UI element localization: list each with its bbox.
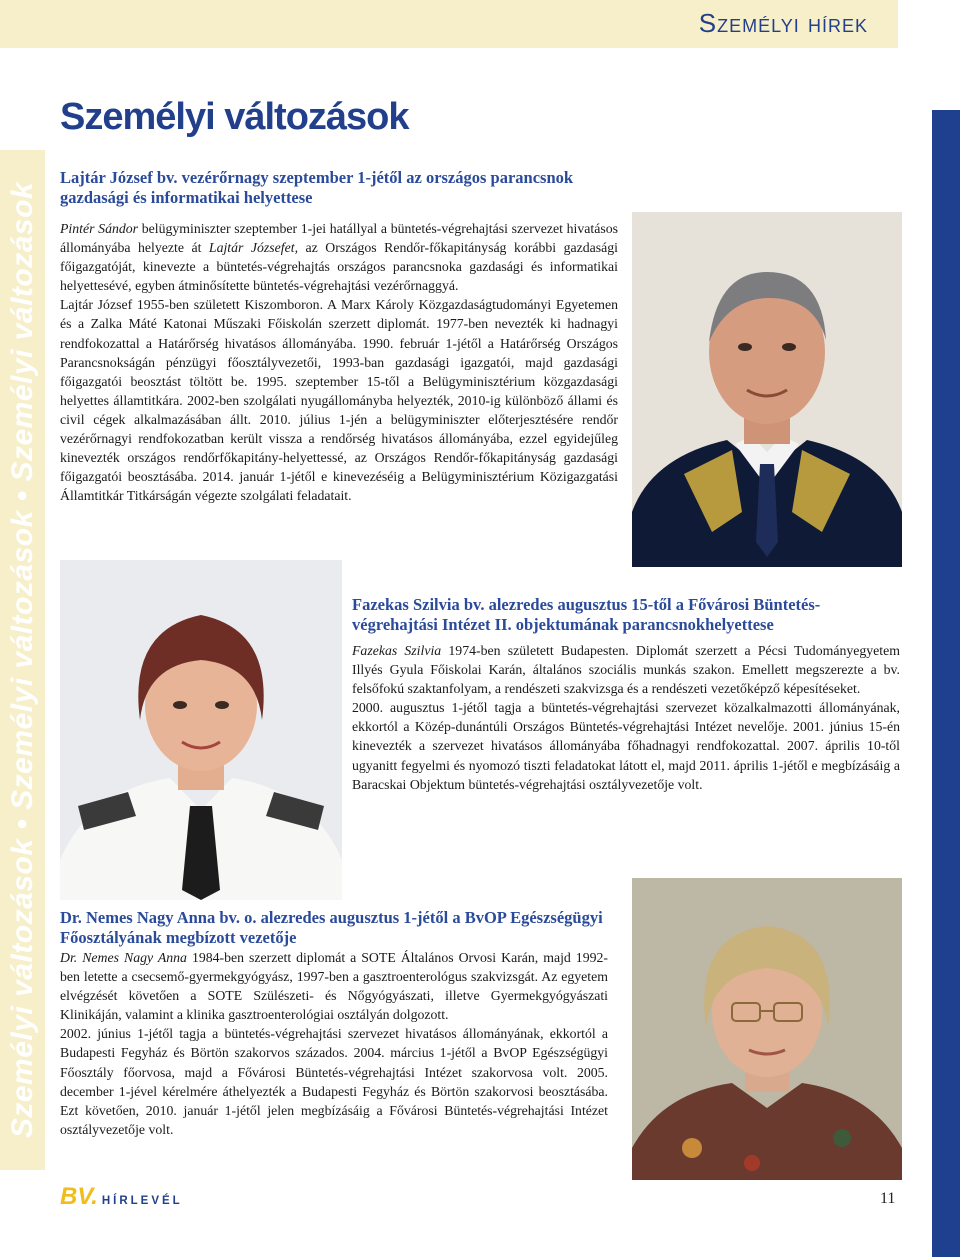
portrait-photo-1	[632, 212, 902, 567]
right-color-strip	[932, 110, 960, 1257]
footer-brand: HÍRLEVÉL	[101, 1195, 183, 1207]
portrait-photo-2	[60, 560, 342, 900]
article-1-lead	[60, 219, 618, 295]
article-2-body	[352, 641, 900, 794]
header-band	[0, 0, 898, 48]
article-1-bio: Lajtár József 1955-ben született Kiszomboron. A Marx Károly Közgazdaságtudományi Egyetemen és a Zalka Máté Katonai Műszaki Főiskolán szerzett diplomát. 1977-ben nevezték ki hadnagyi rendfokozattal a Határőrség hivatásos állományába. 1990. február 1-jétől a Határőrség Országos Parancsnokságán pénzügyi főosztályvezetői, 1993-ban gazdasági igazgatói, majd gazdasági főigazgatói beosztást töltött be. 1995. szeptember 15-től a Belügyminisztérium közgazdasági helyettes államtitkára. 2002-ben szolgálati nyugállományba helyezték, 2010-ig különböző állami és civil cégek alkalmazásában állt. 2010. július 1-jén a belügyminiszter előterjesztésére rendőr vezérőrnagyi rendfokozatban került vissza a rendőrség hivatásos állományába, ezzel egyidejűleg kinevezték országos rendőrfőkapitány-helyettessé, az Országos Rendőr-főkapitányság gazdasági főigazgatói beosztásába. 2014. január 1-jétől e kinevezéséig a Belügyminisztérium Közigazgatási Államtitkár Titkárságán végezte szolgálati feladatait.	[60, 297, 618, 504]
article-1-lead-name-2: Lajtár Józsefet,	[208, 240, 299, 256]
page-title: Személyi változások	[60, 96, 409, 138]
portrait-man-icon	[632, 212, 902, 567]
article-3-bio: 2002. június 1-jétől tagja a büntetés-végrehajtási szervezet hivatásos állományának, ekkortól a Budapesti Fegyház és Börtön szakorvos százados. 2004. március 1-jétől a BvOP Egészségügyi Főosztály főorvosa, majd a Fővárosi Büntetés-végrehajtási Intézet szakorvosa volt. 2005. december 1-jével kérelmére áthelyezték a Budapesti Fegyház és Börtön szakorvosi beosztásába. Ezt követően, 2010. január 1-jétől jelen megbízásáig a Fővárosi Büntetés-végrehajtási Intézet osztályvezetője volt.	[60, 1026, 608, 1137]
article-3-body	[60, 948, 608, 1139]
article-1-heading: Lajtár József bv. vezérőrnagy szeptember 1-jétől az országos parancsnok gazdasági és informatikai helyettese	[60, 168, 574, 207]
section-label: Személyi hírek	[698, 8, 868, 38]
portrait-photo-3	[632, 878, 902, 1180]
article-2-lead	[352, 641, 900, 698]
article-1-lead-text: belügyminiszter szeptember 1-jei hatállyal a büntetés-végrehajtási szervezet hivatásos állományába helyezte át	[60, 221, 618, 256]
article-3-lead-text: 1984-ben szerzett diplomát a SOTE Általános Orvosi Karán, majd 1992-ben letette a csecsemő-gyermekgyógyász, 1997-ben a gasztroenterológus szakvizsgát. Az egyetem elvégzését követően a SOTE Szülészeti- és Nőgyógyászati, illetve Gyermekgyógyászati Klinikáján, valamint a klinika gasztroenterológiai osztályán dolgozott.	[60, 950, 608, 1023]
left-vertical-band	[0, 150, 45, 1170]
portrait-woman-uniform-icon	[60, 560, 342, 900]
footer-logo	[60, 1183, 183, 1211]
article-1-body	[60, 219, 618, 505]
article-2-lead-text: 1974-ben született Budapesten. Diplomát szerzett a Pécsi Tudományegyetem Illyés Gyula Főiskolai Karán, általános szociális munkás szakon. Emellett megszerezte a bv. felsőfokú szaktanfolyam, a rendészeti szakvizsga és a rendészeti vezetőképző képesítéseket.	[352, 643, 900, 697]
article-3-heading: Dr. Nemes Nagy Anna bv. o. alezredes augusztus 1-jétől a BvOP Egészségügyi Főosztályának megbízott vezetője	[60, 908, 603, 947]
page-number: 11	[880, 1190, 896, 1207]
article-3-lead	[60, 948, 608, 1024]
article-1-lead-text-2: az Országos Rendőr-főkapitányság korábbi gazdasági főigazgatóját, kinevezte a büntetés-végrehajtás országos parancsnoka gazdasági és informatikai helyettesévé, egyben átminősítette büntetés-végrehajtási vezérőrnaggyá.	[60, 240, 618, 294]
article-3-lead-name: Dr. Nemes Nagy Anna	[60, 950, 187, 965]
footer-logo-mark: BV.	[60, 1183, 98, 1210]
article-2-bio: 2000. augusztus 1-jétől tagja a büntetés-végrehajtási szervezet közalkalmazotti állományának, ekkortól a Közép-dunántúli Országos Büntetés-végrehajtási Intézet nevelője. 2001. június 15-én kinevezték a szervezet hivatásos állományába főhadnagyi rendfokozattal. 2007. április 10-től ugyanitt fegyelmi és nyomozó tiszti feladatokat látott el, majd 2011. április 1-jétől e megbízásáig a Baracskai Objektum büntetés-végrehajtási osztályvezetője volt.	[352, 700, 900, 792]
article-2-heading: Fazekas Szilvia bv. alezredes augusztus 15-től a Fővárosi Büntetés-végrehajtási Intézet II. objektumának parancsnokhelyettese	[352, 595, 821, 634]
portrait-woman-glasses-icon	[632, 878, 902, 1180]
article-2-lead-name: Fazekas Szilvia	[352, 643, 442, 658]
vertical-section-text: Személyi változások • Személyi változások • Személyi változások	[6, 181, 39, 1139]
article-1-lead-name: Pintér Sándor	[60, 221, 139, 236]
